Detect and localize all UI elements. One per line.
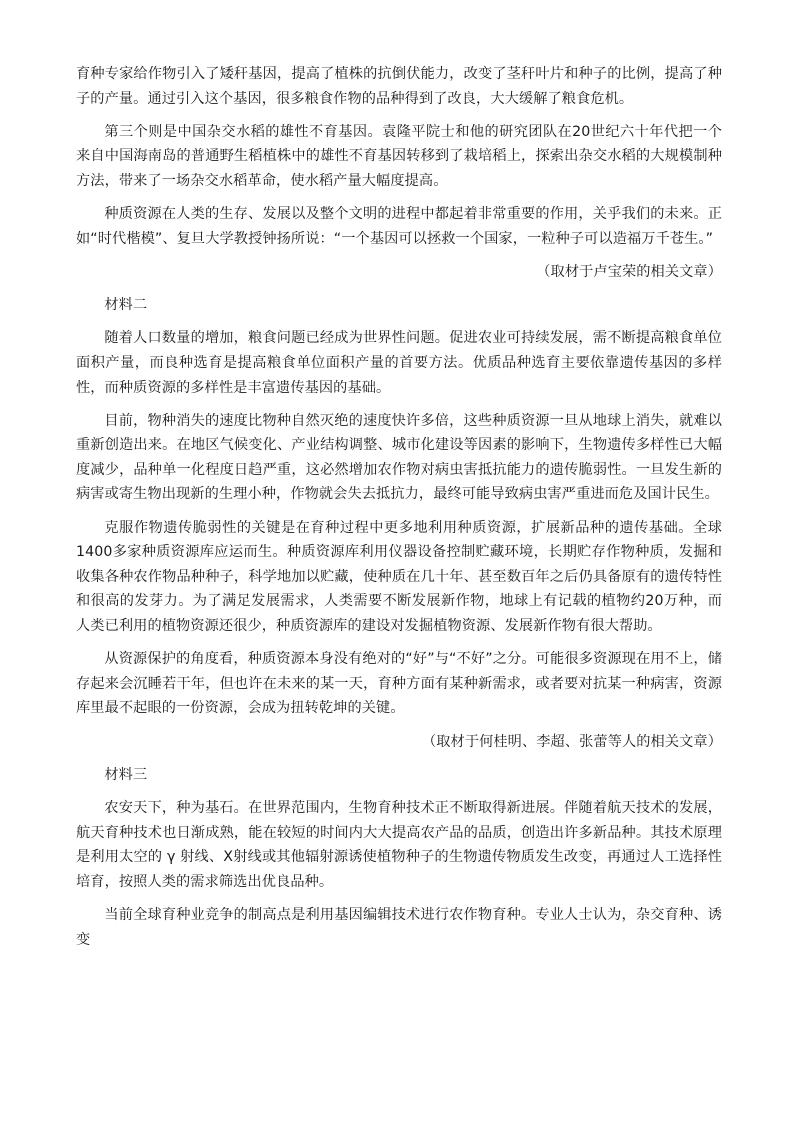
section-heading-material-3: 材料三	[104, 766, 148, 783]
article-body	[76, 62, 722, 961]
source-citation-1: （取材于卢宝荣的相关文章）	[536, 263, 722, 280]
paragraph-germplasm-importance: 种质资源在人类的生存、发展以及整个文明的进程中都起着非常重要的作用，关乎我们的未来。正如“时代楷模”、复旦大学教授钟扬所说：“一个基因可以拯救一个国家，一粒种子可以造福万千苍生。”	[76, 206, 722, 247]
paragraph-resource-protection: 从资源保护的角度看，种质资源本身没有绝对的“好”与“不好”之分。可能很多资源现在用不上，储存起来会沉睡若干年，但也许在未来的某一天，育种方面有某种新需求，或者要对抗某一种病害，资源库里最不起眼的一份资源，会成为扭转乾坤的关键。	[76, 651, 722, 717]
paragraph-dwarf-gene: 育种专家给作物引入了矮秆基因，提高了植株的抗倒伏能力，改变了茎秆叶片和种子的比例，提高了种子的产量。通过引入这个基因，很多粮食作物的品种得到了改良，大大缓解了粮食危机。	[76, 66, 722, 107]
section-heading-material-2: 材料二	[104, 297, 148, 314]
paragraph-hybrid-rice: 第三个则是中国杂交水稻的雄性不育基因。袁隆平院士和他的研究团队在20世纪六十年代把一个来自中国海南岛的普通野生稻植株中的雄性不育基因转移到了栽培稻上，探索出杂交水稻的大规模制种方法，带来了一场杂交水稻革命，使水稻产量大幅度提高。	[76, 123, 722, 189]
paragraph-space-breeding: 农安天下，种为基石。在世界范围内，生物育种技术正不断取得新进展。伴随着航天技术的发展，航天育种技术也日渐成熟，能在较短的时间内大大提高农产品的品质，创造出许多新品种。其技术原理是利用太空的 γ 射线、X射线或其他辐射源诱使植物种子的生物遗传物质发生改变，再通过人工选择性培育，按照人类的需求筛选出优良品种。	[76, 799, 722, 890]
paragraph-gene-editing: 当前全球育种业竞争的制高点是利用基因编辑技术进行农作物育种。专业人士认为，杂交育种、诱变	[76, 906, 722, 948]
source-citation-2: （取材于何桂明、李超、张蕾等人的相关文章）	[421, 733, 722, 750]
paragraph-species-loss: 目前，物种消失的速度比物种自然灭绝的速度快许多倍，这些种质资源一旦从地球上消失，就难以重新创造出来。在地区气候变化、产业结构调整、城市化建设等因素的影响下，生物遗传多样性已大幅度减少，品种单一化程度日趋严重，这必然增加农作物对病虫害抵抗能力的遗传脆弱性。一旦发生新的病害或寄生物出现新的生理小种，作物就会失去抵抗力，最终可能导致病虫害严重进而危及国计民生。	[76, 412, 722, 503]
paragraph-germplasm-banks: 克服作物遗传脆弱性的关键是在育种过程中更多地利用种质资源，扩展新品种的遗传基础。全球1400多家种质资源库应运而生。种质资源库利用仪器设备控制贮藏环境，长期贮存作物种质，发掘和收集各种农作物品种种子，科学地加以贮藏，使种质在几十年、甚至数百年之后仍具备原有的遗传特性和很高的发芽力。为了满足发展需求，人类需要不断发展新作物，地球上有记载的植物约20万种，而人类已利用的植物资源还很少，种质资源库的建设对发掘植物资源、发展新作物有很大帮助。	[76, 519, 722, 635]
paragraph-food-problem: 随着人口数量的增加，粮食问题已经成为世界性问题。促进农业可持续发展，需不断提高粮食单位面积产量，而良种选育是提高粮食单位面积产量的首要方法。优质品种选育主要依靠遗传基因的多样性，而种质资源的多样性是丰富遗传基因的基础。	[76, 330, 722, 396]
